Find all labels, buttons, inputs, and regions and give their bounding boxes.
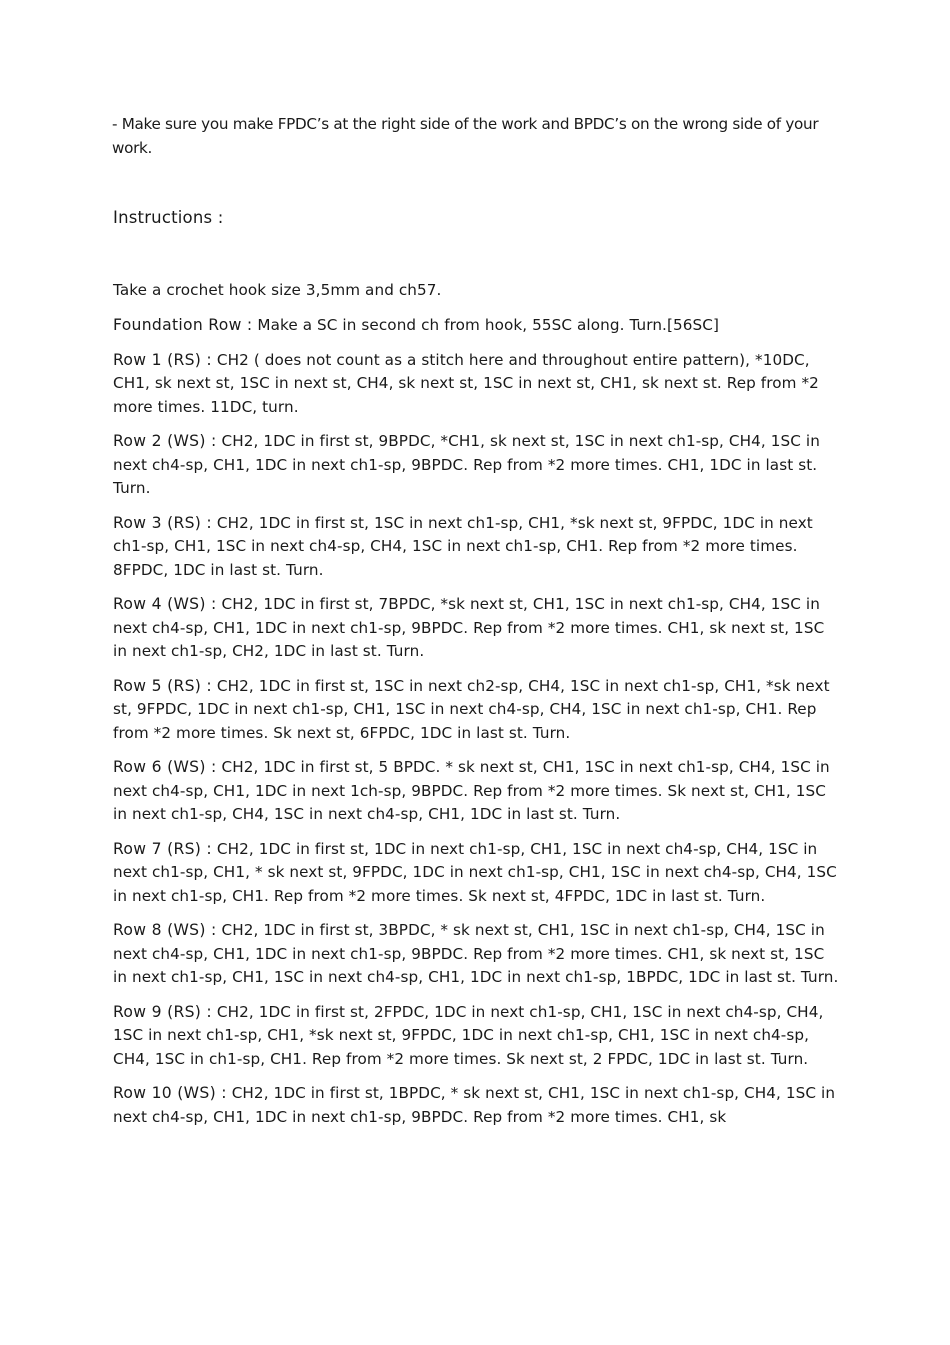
row-label: Foundation Row : bbox=[113, 316, 253, 334]
pattern-row bbox=[113, 919, 841, 990]
row-text: Make a SC in second ch from hook, 55SC along. Turn.[56SC] bbox=[252, 316, 720, 334]
pattern-row bbox=[113, 430, 841, 501]
row-text: CH2, 1DC in first st, 9BPDC, *CH1, sk next st, 1SC in next ch1-sp, CH4, 1SC in next ch4-sp, CH1, 1DC in next ch1-sp, 9BPDC. Rep from *2 more times. CH1, 1DC in last st. Turn. bbox=[113, 432, 820, 497]
row-text: CH2, 1DC in first st, 3BPDC, * sk next st, CH1, 1SC in next ch1-sp, CH4, 1SC in next ch4-sp, CH1, 1DC in next ch1-sp, 9BPDC. Rep from *2 more times. CH1, sk next st, 1SC in next ch1-sp, CH1, 1SC in next ch4-sp, CH1, 1DC in next ch1-sp, 1BPDC, 1DC in last st. Turn. bbox=[113, 921, 839, 986]
row-text: CH2, 1DC in first st, 1SC in next ch2-sp, CH4, 1SC in next ch1-sp, CH1, *sk next st, 9FPDC, 1DC in next ch1-sp, CH1, 1SC in next ch4-sp, CH4, 1SC in next ch1-sp, CH1. Rep from *2 more times. Sk next st, 6FPDC, 1DC in last st. Turn. bbox=[113, 676, 830, 742]
pattern-row bbox=[113, 1001, 841, 1072]
row-text: CH2, 1DC in first st, 7BPDC, *sk next st, CH1, 1SC in next ch1-sp, CH4, 1SC in next ch4-sp, CH1, 1DC in next ch1-sp, 9BPDC. Rep from *2 more times. CH1, sk next st, 1SC in next ch1-sp, CH2, 1DC in last st. Turn. bbox=[113, 595, 825, 660]
intro-text: Take a crochet hook size 3,5mm and ch57. bbox=[113, 281, 442, 299]
pattern-row bbox=[113, 756, 841, 827]
instructions-heading: Instructions : bbox=[113, 208, 224, 227]
row-label: Row 2 (WS) : bbox=[113, 432, 217, 450]
row-label: Row 7 (RS) : bbox=[113, 839, 212, 858]
pattern-row bbox=[113, 838, 841, 909]
pattern-row bbox=[113, 1082, 841, 1129]
pattern-row bbox=[113, 349, 841, 420]
row-label: Row 4 (WS) : bbox=[113, 595, 217, 613]
row-label: Row 1 (RS) : bbox=[113, 350, 212, 369]
row-text: CH2, 1DC in first st, 1DC in next ch1-sp, CH1, 1SC in next ch4-sp, CH4, 1SC in next ch1-sp, CH1, * sk next st, 9FPDC, 1DC in next ch1-sp, CH1, 1SC in next ch4-sp, CH4, 1SC in next ch1-sp, CH1. Rep from *2 more times. Sk next st, 4FPDC, 1DC in last st. Turn. bbox=[113, 839, 837, 905]
row-label: Row 9 (RS) : bbox=[113, 1002, 212, 1021]
row-label: Row 8 (WS) : bbox=[113, 921, 217, 939]
row-text: CH2, 1DC in first st, 1BPDC, * sk next st, CH1, 1SC in next ch1-sp, CH4, 1SC in next ch4-sp, CH1, 1DC in next ch1-sp, 9BPDC. Rep from *2 more times. CH1, sk bbox=[113, 1084, 836, 1126]
pattern-row bbox=[113, 314, 841, 338]
stitch-note: - Make sure you make FPDC’s at the right side of the work and BPDC’s on the wrong side of your work. bbox=[112, 115, 819, 157]
row-text: CH2 ( does not count as a stitch here and throughout entire pattern), *10DC, CH1, sk next st, 1SC in next st, CH4, sk next st, 1SC in next st, CH1, sk next st. Rep from *2 more times. 11DC, turn. bbox=[113, 350, 819, 416]
row-label: Row 10 (WS) : bbox=[113, 1084, 227, 1102]
row-text: CH2, 1DC in first st, 1SC in next ch1-sp, CH1, *sk next st, 9FPDC, 1DC in next ch1-sp, CH1, 1SC in next ch4-sp, CH4, 1SC in next ch1-sp, CH1. Rep from *2 more times. 8FPDC, 1DC in last st. Turn. bbox=[113, 513, 813, 579]
pattern-row bbox=[113, 675, 841, 746]
row-label: Row 3 (RS) : bbox=[113, 513, 212, 532]
pattern-row bbox=[113, 512, 841, 583]
pattern-row bbox=[113, 593, 841, 664]
row-label: Row 5 (RS) : bbox=[113, 676, 212, 695]
pattern-rows bbox=[113, 314, 841, 1140]
row-text: CH2, 1DC in first st, 5 BPDC. * sk next st, CH1, 1SC in next ch1-sp, CH4, 1SC in next ch4-sp, CH1, 1DC in next 1ch-sp, 9BPDC. Rep from *2 more times. Sk next st, CH1, 1SC in next ch1-sp, CH4, 1SC in next ch4-sp, CH1, 1DC in last st. Turn. bbox=[113, 758, 830, 823]
row-text: CH2, 1DC in first st, 2FPDC, 1DC in next ch1-sp, CH1, 1SC in next ch4-sp, CH4, 1SC in next ch1-sp, CH1, *sk next st, 9FPDC, 1DC in next ch1-sp, CH1, 1SC in next ch4-sp, CH4, 1SC in ch1-sp, CH1. Rep from *2 more times. Sk next st, 2 FPDC, 1DC in last st. Turn. bbox=[113, 1002, 824, 1068]
row-label: Row 6 (WS) : bbox=[113, 758, 217, 776]
